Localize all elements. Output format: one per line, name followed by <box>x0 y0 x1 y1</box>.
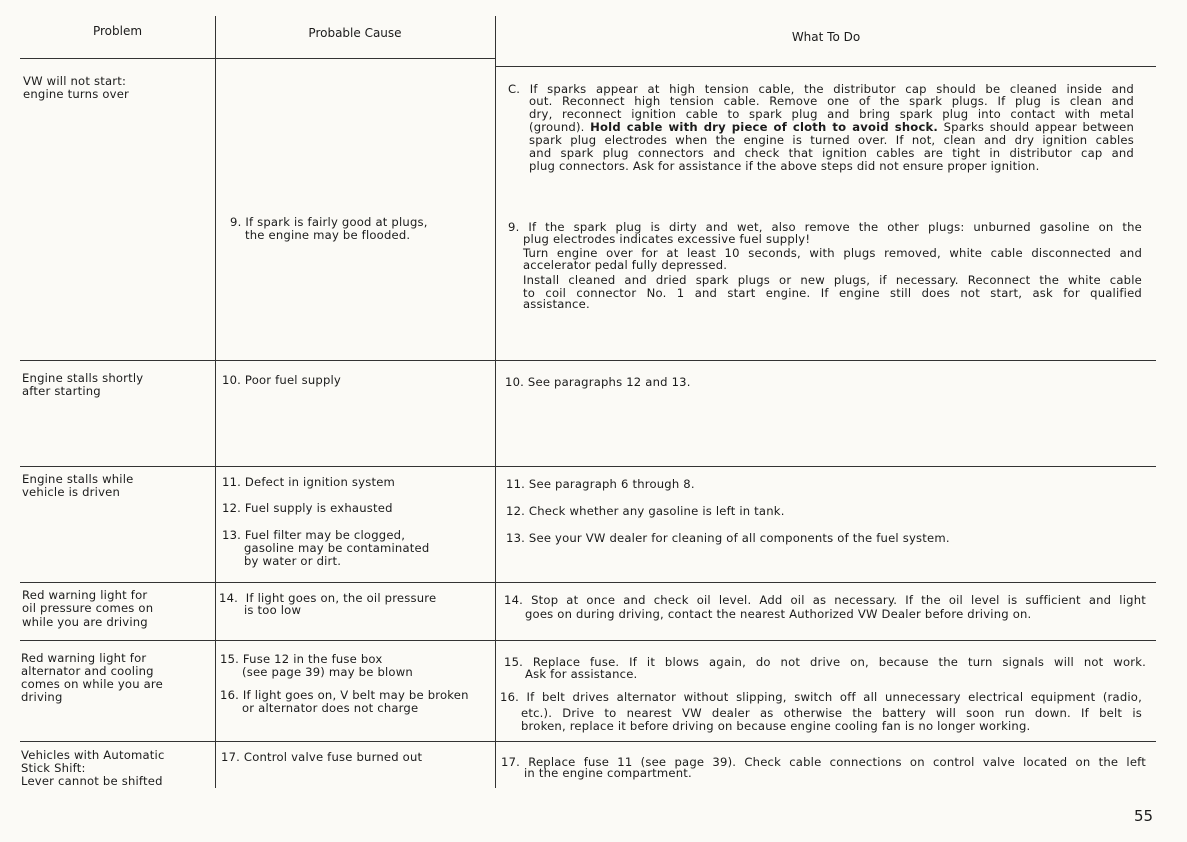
problem-text: alternator and cooling <box>21 664 154 678</box>
cause-text: 15. Fuse 12 in the fuse box <box>220 652 383 666</box>
cause-text: is too low <box>244 603 302 617</box>
problem-text: VW will not start: <box>23 74 127 88</box>
todo-text: broken, replace it before driving on because engine cooling fan is no longer working. <box>521 719 1031 733</box>
todo-text: Turn engine over for at least 10 seconds, with plugs removed, white cable disconnected and <box>523 246 1142 260</box>
todo-text: to coil connector No. 1 and start engine. If engine still does not start, ask for qualified <box>523 286 1142 300</box>
row-rule-1 <box>20 360 1156 361</box>
cause-text: 10. Poor fuel supply <box>222 373 341 387</box>
problem-text: driving <box>21 690 63 704</box>
cause-text: 17. Control valve fuse burned out <box>221 750 423 764</box>
todo-text: accelerator pedal fully depressed. <box>523 258 728 272</box>
cause-text: 16. If light goes on, V belt may be broken <box>220 688 469 702</box>
todo-text: out. Reconnect high tension cable. Remove one of the spark plugs. If plug is clean and <box>529 94 1134 108</box>
todo-text: 13. See your VW dealer for cleaning of all components of the fuel system. <box>506 531 950 545</box>
problem-text: Lever cannot be shifted <box>21 774 163 788</box>
cause-text: the engine may be flooded. <box>245 228 411 242</box>
column-divider-2 <box>495 16 496 788</box>
cause-text: 13. Fuel filter may be clogged, <box>222 528 406 542</box>
todo-text: plug connectors. Ask for assistance if the above steps did not ensure proper ignition. <box>529 159 1040 173</box>
column-divider-1 <box>215 16 216 788</box>
problem-text: while you are driving <box>22 615 148 629</box>
todo-text: 16. If belt drives alternator without slipping, switch off all unnecessary electrical equipment (radio, <box>500 690 1142 704</box>
todo-text: 17. Replace fuse 11 (see page 39). Check cable connections on control valve located on the left <box>501 755 1146 769</box>
todo-text: 15. Replace fuse. If it blows again, do not drive on, because the turn signals will not work. <box>504 655 1146 669</box>
row-rule-4 <box>20 640 1156 641</box>
cause-text: 11. Defect in ignition system <box>222 475 396 489</box>
problem-text: vehicle is driven <box>22 485 121 499</box>
problem-text: Engine stalls shortly <box>22 371 144 385</box>
header-rule-right <box>496 66 1156 67</box>
header-problem: Problem <box>92 24 143 38</box>
problem-text: Stick Shift: <box>21 761 86 775</box>
todo-text: (ground). Hold cable with dry piece of cloth to avoid shock. Sparks should appear between <box>529 120 1134 134</box>
header-probable-cause: Probable Cause <box>308 26 402 40</box>
cause-text: or alternator does not charge <box>242 701 419 715</box>
todo-text: C. If sparks appear at high tension cable, the distributor cap should be cleaned inside and <box>508 82 1134 96</box>
todo-text: 11. See paragraph 6 through 8. <box>506 477 695 491</box>
row-rule-3 <box>20 582 1156 583</box>
cause-text: (see page 39) may be blown <box>242 665 413 679</box>
todo-text: 14. Stop at once and check oil level. Add oil as necessary. If the oil level is sufficient and light <box>504 593 1146 607</box>
todo-text: goes on during driving, contact the nearest Authorized VW Dealer before driving on. <box>525 607 1032 621</box>
todo-text: spark plug electrodes when the engine is turned over. If not, clean and dry ignition cables <box>529 133 1134 147</box>
problem-text: engine turns over <box>23 87 130 101</box>
row-rule-5 <box>20 741 1156 742</box>
header-what-to-do: What To Do <box>791 30 861 44</box>
problem-text: Engine stalls while <box>22 472 134 486</box>
problem-text: comes on while you are <box>21 677 163 691</box>
todo-text: Ask for assistance. <box>525 667 638 681</box>
cause-text: 12. Fuel supply is exhausted <box>222 501 393 515</box>
cause-text: by water or dirt. <box>244 554 342 568</box>
todo-text: assistance. <box>523 297 590 311</box>
problem-text: Vehicles with Automatic <box>21 748 165 762</box>
page-number: 55 <box>1134 807 1154 825</box>
todo-text: in the engine compartment. <box>524 766 692 780</box>
cause-text: 9. If spark is fairly good at plugs, <box>230 215 428 229</box>
problem-text: Red warning light for <box>22 588 148 602</box>
cause-text: gasoline may be contaminated <box>244 541 430 555</box>
todo-text: 12. Check whether any gasoline is left in tank. <box>506 504 785 518</box>
todo-text: and spark plug connectors and check that ignition cables are tight in distributor cap and <box>529 146 1134 160</box>
todo-text: Install cleaned and dried spark plugs or new plugs, if necessary. Reconnect the white cable <box>523 273 1142 287</box>
problem-text: Red warning light for <box>21 651 147 665</box>
cause-text: 14. If light goes on, the oil pressure <box>219 591 437 605</box>
problem-text: oil pressure comes on <box>22 601 154 615</box>
header-rule-left <box>20 58 496 59</box>
todo-text: plug electrodes indicates excessive fuel supply! <box>523 232 811 246</box>
row-rule-2 <box>20 466 1156 467</box>
todo-text: 9. If the spark plug is dirty and wet, also remove the other plugs: unburned gasoline on the <box>508 220 1142 234</box>
todo-text: etc.). Drive to nearest VW dealer as otherwise the battery will soon run down. If belt is <box>521 706 1142 720</box>
todo-text: 10. See paragraphs 12 and 13. <box>505 375 691 389</box>
problem-text: after starting <box>22 384 101 398</box>
todo-text: dry, reconnect ignition cable to spark plug and bring spark plug into contact with metal <box>529 107 1134 121</box>
